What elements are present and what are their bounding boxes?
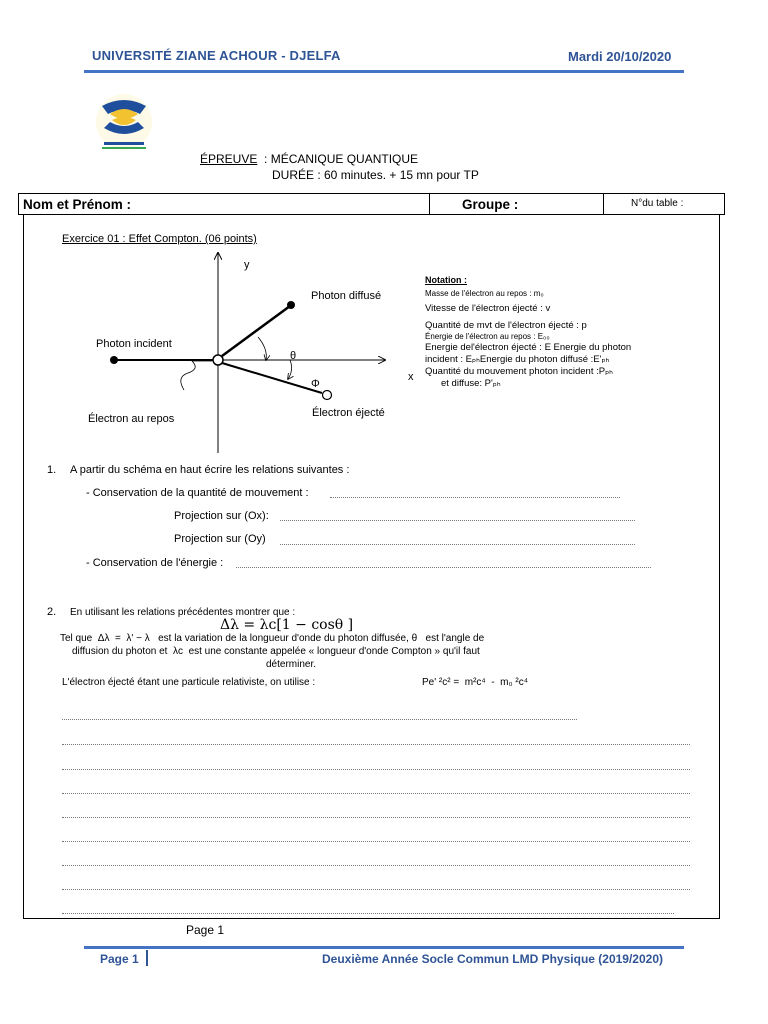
phi-label: Φ <box>311 378 320 390</box>
groupe-field[interactable]: Groupe : <box>462 197 519 212</box>
phi-arc <box>288 360 292 379</box>
ejected-electron-vector <box>222 363 322 393</box>
q2-text: En utilisant les relations précédentes montrer que : <box>70 607 296 618</box>
photon-diffuse-label: Photon diffusé <box>311 290 382 302</box>
answer-line[interactable] <box>62 718 577 720</box>
duree-line: DURÉE : 60 minutes. + 15 mn pour TP <box>272 168 479 182</box>
notation-line: Énergie de l'électron au repos : E₀₀ <box>425 332 550 341</box>
notation-line: Vitesse de l'électron éjecté : v <box>425 303 551 315</box>
epreuve-label: ÉPREUVE <box>200 152 258 166</box>
q2-desc: déterminer. <box>266 659 317 670</box>
compton-diagram <box>80 245 420 460</box>
answer-line[interactable] <box>62 816 690 818</box>
notation-line: Quantité de mvt de l'électron éjecté : p <box>425 320 587 332</box>
footer-course: Deuxième Année Socle Commun LMD Physique (2019/2020) <box>322 952 663 966</box>
theta-arc <box>258 337 266 360</box>
answer-line[interactable] <box>280 519 635 521</box>
epreuve-line <box>200 152 418 166</box>
scattered-photon-dot <box>287 301 295 309</box>
university-name: UNIVERSITÉ ZIANE ACHOUR - DJELFA <box>92 48 341 63</box>
q2-desc: Tel que Δλ = λ' − λ est la variation de la longueur d'onde du photon diffusée, θ est l'angle de <box>60 633 485 644</box>
electron-ejecte-label: Électron éjecté <box>312 407 385 419</box>
exam-date: Mardi 20/10/2020 <box>568 49 672 64</box>
footer-separator <box>146 950 148 966</box>
answer-line[interactable] <box>62 768 690 770</box>
q2-relativist: L'électron éjecté étant une particule relativiste, on utilise : <box>62 677 316 688</box>
relativistic-equation: Pe' ²c² = m²c⁴ - m₀ ²c⁴ <box>422 677 529 688</box>
answer-line[interactable] <box>62 743 690 745</box>
id-separator <box>603 194 604 214</box>
answer-line[interactable] <box>236 566 651 568</box>
scattered-photon-vector <box>222 306 290 356</box>
exercise-title: Exercice 01 : Effet Compton. (06 points) <box>62 233 257 245</box>
epreuve-value: : MÉCANIQUE QUANTIQUE <box>257 152 419 166</box>
electron-pointer <box>181 361 212 390</box>
q1-momentum-label: - Conservation de la quantité de mouvement : <box>86 487 309 499</box>
theta-label: θ <box>290 350 297 362</box>
incident-photon-dot <box>110 356 118 364</box>
footer-divider <box>84 946 684 949</box>
notation-line: Energie del'électron éjecté : E Energie du photon incident : EₚₕEnergie du photon diffusé :E'ₚₕ <box>425 342 632 365</box>
q2-number: 2. <box>47 606 57 618</box>
answer-line[interactable] <box>62 840 690 842</box>
university-logo <box>46 84 196 166</box>
notation-line: Quantité du mouvement photon incident :Pₚₕ <box>425 365 613 377</box>
q2-desc: diffusion du photon et λᴄ est une constante appelée « longueur d'onde Compton » qu'il faut <box>72 646 480 657</box>
q1-text: A partir du schéma en haut écrire les relations suivantes : <box>70 464 350 476</box>
electron-repos-label: Électron au repos <box>88 413 175 425</box>
page-label: Page 1 <box>186 923 225 937</box>
electron-at-rest <box>213 355 223 365</box>
compton-formula: Δλ = λᴄ[1 − cosθ ] <box>220 617 354 633</box>
identification-row <box>18 193 725 215</box>
notation-line: et diffuse: P'ₚₕ <box>441 377 501 389</box>
answer-line[interactable] <box>62 864 690 866</box>
table-number-field[interactable]: N°du table : <box>631 198 684 209</box>
nom-prenom-field[interactable]: Nom et Prénom : <box>23 197 132 212</box>
q1-energy-label: - Conservation de l'énergie : <box>86 557 224 569</box>
photon-incident-label: Photon incident <box>96 338 172 350</box>
notation-title: Notation : <box>425 275 467 285</box>
answer-line[interactable] <box>62 888 690 890</box>
answer-line[interactable] <box>62 912 674 914</box>
answer-line[interactable] <box>280 543 635 545</box>
q1-ox-label: Projection sur (Ox): <box>174 510 269 522</box>
id-separator <box>429 194 430 214</box>
notation-line: Masse de l'électron au repos : m₀ <box>425 289 544 299</box>
notation-box <box>425 275 640 390</box>
y-axis-label: y <box>244 259 250 271</box>
answer-line[interactable] <box>62 792 690 794</box>
x-axis-label: x <box>408 371 414 383</box>
header-divider <box>84 70 684 73</box>
ejected-electron-dot <box>323 391 332 400</box>
answer-line[interactable] <box>330 496 620 498</box>
q1-oy-label: Projection sur (Oy) <box>174 533 266 545</box>
q1-number: 1. <box>47 464 57 476</box>
footer-page: Page 1 <box>100 952 139 966</box>
